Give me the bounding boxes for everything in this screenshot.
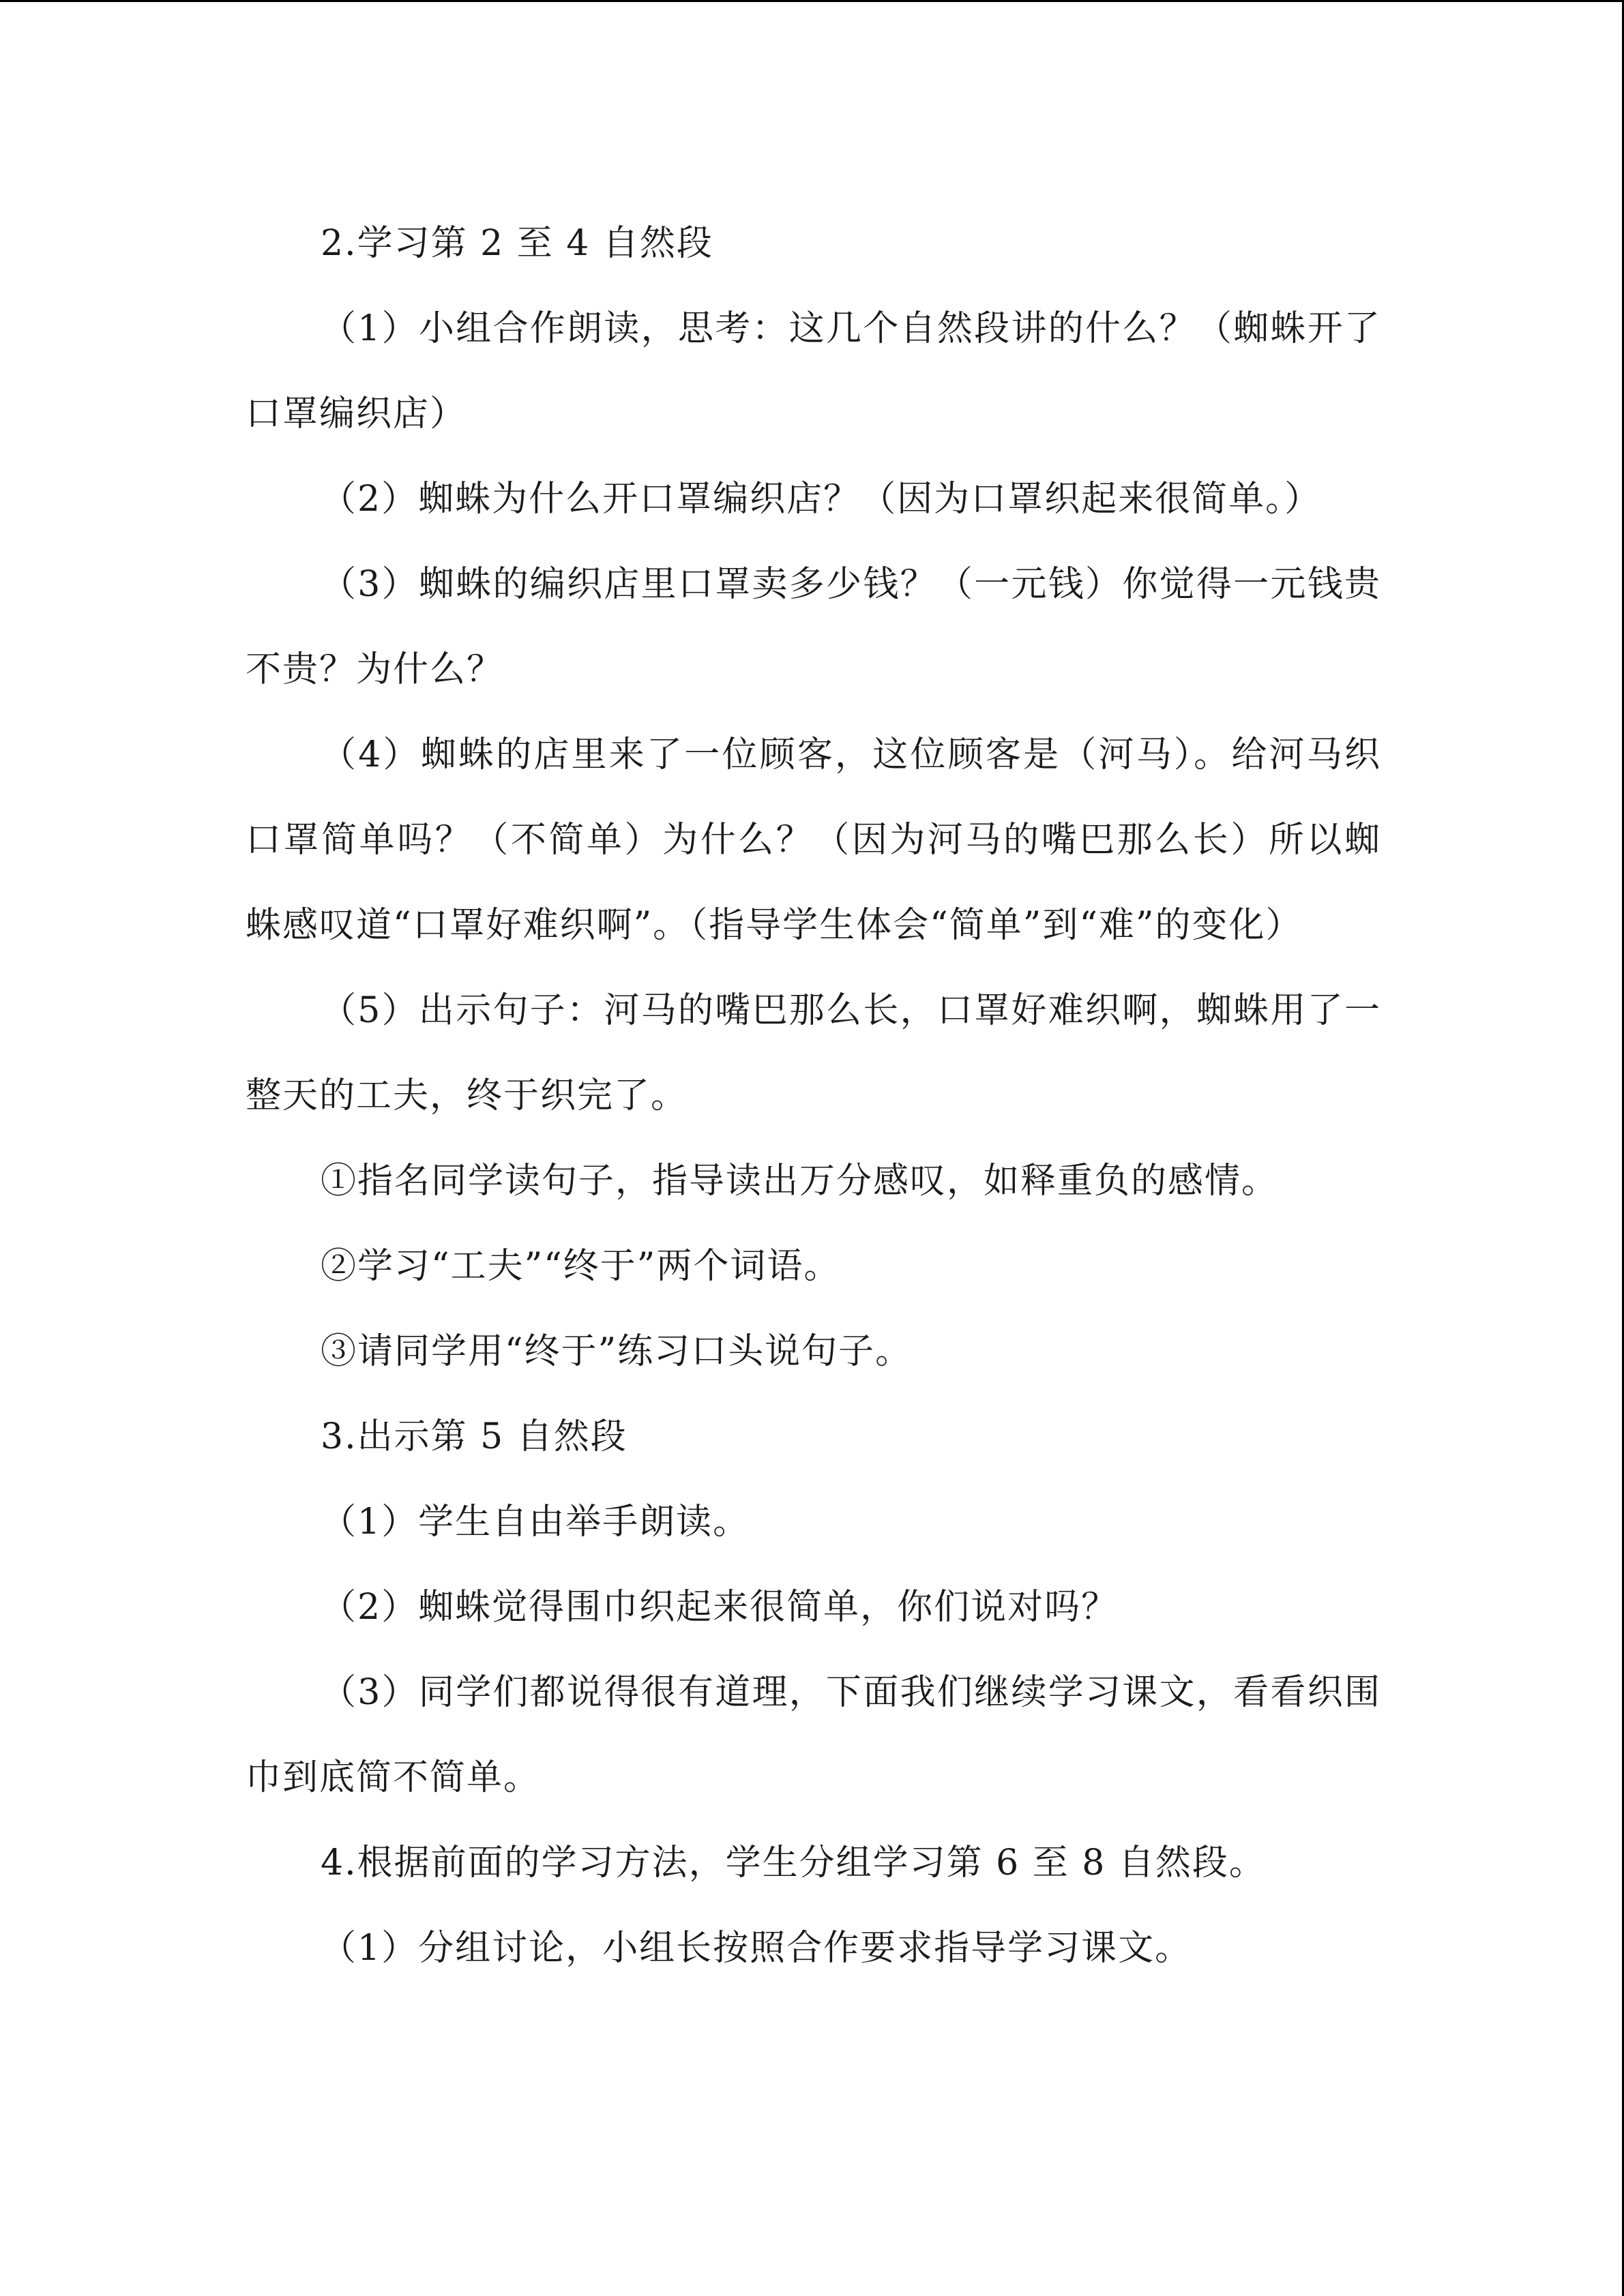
heading-section-2: 2.学习第 2 至 4 自然段 bbox=[321, 223, 713, 264]
heading-section-4: 4.根据前面的学习方法，学生分组学习第 6 至 8 自然段。 bbox=[321, 1843, 1266, 1883]
paragraph-item-1-c: （1）分组讨论，小组长按照合作要求指导学习课文。 bbox=[321, 1928, 1192, 1969]
paragraph-item-2-b: （2）蜘蛛觉得围巾织起来很简单，你们说对吗？ bbox=[321, 1587, 1119, 1628]
sub-item-2: ②学习“工夫”“终于”两个词语。 bbox=[321, 1246, 841, 1287]
paragraph-item-2: （2）蜘蛛为什么开口罩编织店？（因为口罩织起来很简单。） bbox=[321, 479, 1322, 520]
sub-item-3: ③请同学用“终于”练习口头说句子。 bbox=[321, 1331, 913, 1372]
heading-section-3: 3.出示第 5 自然段 bbox=[321, 1416, 628, 1457]
paragraph-item-1-b: （1）学生自由举手朗读。 bbox=[321, 1502, 750, 1542]
paragraph-item-3: （3）蜘蛛的编织店里口罩卖多少钱？（一元钱）你觉得一元钱贵不贵？为什么？ bbox=[246, 564, 1381, 690]
paragraph-item-4: （4）蜘蛛的店里来了一位顾客，这位顾客是（河马）。给河马织口罩简单吗？（不简单）为什么？（因为河马的嘴巴那么长）所以蜘蛛感叹道“口罩好难织啊”。（指导学生体会“简单”到“难”的变化） bbox=[246, 734, 1381, 946]
paragraph-item-3-b: （3）同学们都说得很有道理，下面我们继续学习课文，看看织围巾到底简不简单。 bbox=[246, 1672, 1381, 1798]
paragraph-item-5: （5）出示句子：河马的嘴巴那么长，口罩好难织啊，蜘蛛用了一整天的工夫，终于织完了。 bbox=[246, 990, 1381, 1116]
paragraph-item-1: （1）小组合作朗读，思考：这几个自然段讲的什么？（蜘蛛开了口罩编织店） bbox=[246, 308, 1381, 434]
body-text bbox=[246, 201, 1381, 1991]
sub-item-1: ①指名同学读句子，指导读出万分感叹，如释重负的感情。 bbox=[321, 1161, 1279, 1202]
